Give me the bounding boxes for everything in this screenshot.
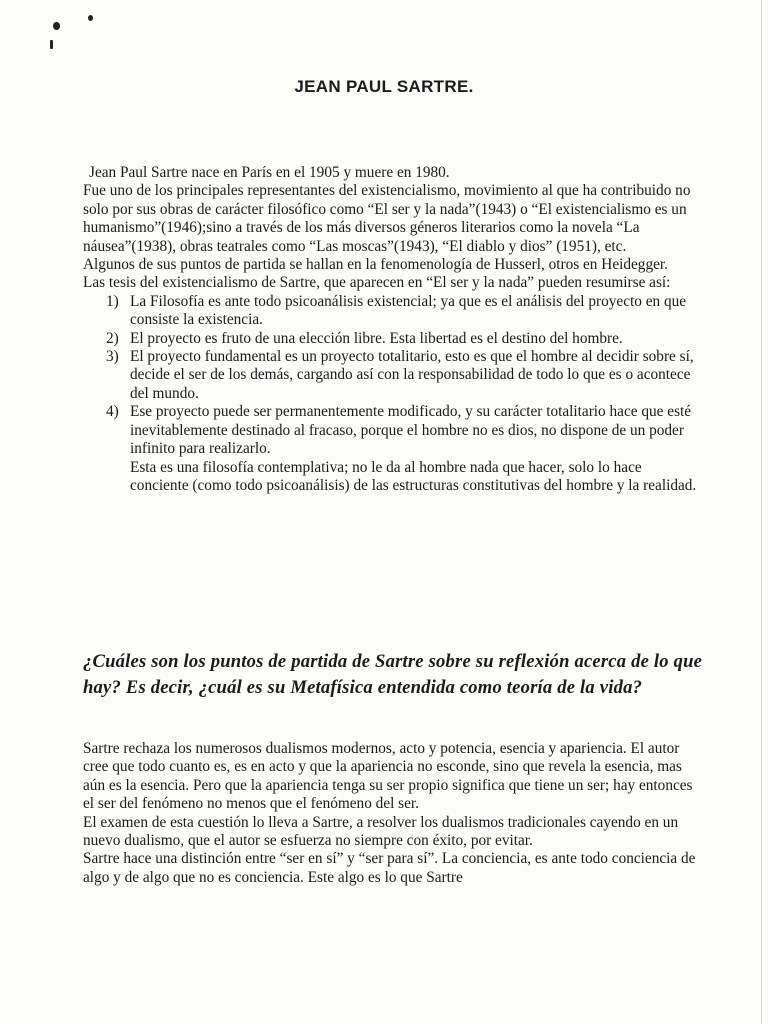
answer-paragraph: Sartre rechaza los numerosos dualismos modernos, acto y potencia, esencia y apariencia. El autor cree que todo cuanto es, es en acto y que la apariencia no esconde, sino que revela la esencia, mas aún es la esencia. Pero que la apariencia tenga su ser propio significa que tiene un ser; hay entonces el ser del fenómeno no menos que el fenómeno del ser. (83, 740, 693, 813)
page-title: JEAN PAUL SARTRE. (294, 77, 474, 97)
theses-note: Esta es una filosofía contemplativa; no le da al hombre nada que hacer, solo lo hace conciente (como todo psicoanálisis) de las estructuras constitutivas del hombre y la realidad. (130, 458, 697, 494)
item-text: El proyecto es fruto de una elección libre. Esta libertad es el destino del hombre. (130, 329, 623, 347)
item-number: 1) (106, 292, 119, 310)
page-edge (761, 0, 762, 1024)
section-question: ¿Cuáles son los puntos de partida de Sartre sobre su reflexión acerca de lo que hay? Es decir, ¿cuál es su Metafísica entendida como teoría de la vida? (83, 651, 703, 699)
ink-speck (50, 40, 53, 49)
answer-section (83, 740, 703, 887)
item-text: Ese proyecto puede ser permanentemente modificado, y su carácter totalitario hace que esté inevitablemente destinado al fracaso, porque el hombre no es dios, no dispone de un poder infinito para realizarlo. (130, 403, 692, 458)
list-item (83, 348, 703, 403)
intro-paragraph: Las tesis del existencialismo de Sartre, que aparecen en “El ser y la nada” pueden resumirse así: (83, 274, 671, 292)
answer-paragraph: Sartre hace una distinción entre “ser en sí” y “ser para sí”. La conciencia, es ante todo conciencia de algo y de algo que no es conciencia. Este algo es lo que Sartre (83, 850, 696, 886)
list-item (83, 330, 703, 348)
item-number: 4) (106, 403, 119, 421)
list-item (83, 293, 703, 330)
intro-paragraph: Jean Paul Sartre nace en París en el 1905 y muere en 1980. (89, 164, 450, 181)
theses-list (83, 293, 703, 459)
intro-paragraph: Fue uno de los principales representantes del existencialismo, movimiento al que ha contribuido no solo por sus obras de carácter filosófico como “El ser y la nada”(1943) o “El existencialismo es un humanismo”(1946);sino a través de los más diversos géneros literarios como la novela “La náusea”(1938), obras teatrales como “Las moscas”(1943), “El diablo y dios” (1951), etc. (83, 182, 691, 255)
list-item (83, 403, 703, 458)
item-text: El proyecto fundamental es un proyecto totalitario, esto es que el hombre al decidir sobre sí, decide el ser de los demás, cargando así con la responsabilidad de todo lo que es o acontece del mundo. (130, 348, 694, 402)
item-number: 2) (106, 329, 119, 347)
answer-paragraph: El examen de esta cuestión lo lleva a Sartre, a resolver los dualismos tradicionales cayendo en un nuevo dualismo, que el autor se esfuerza no siempre con éxito, por evitar. (83, 813, 679, 850)
intro-section (83, 164, 703, 495)
item-number: 3) (106, 348, 119, 366)
item-text: La Filosofía es ante todo psicoanálisis existencial; ya que es el análisis del proyecto en que consiste la existencia. (130, 292, 687, 329)
ink-speck (53, 22, 60, 30)
intro-paragraph: Algunos de sus puntos de partida se hallan en la fenomenología de Husserl, otros en Heidegger. (83, 256, 668, 274)
ink-speck (88, 15, 93, 21)
